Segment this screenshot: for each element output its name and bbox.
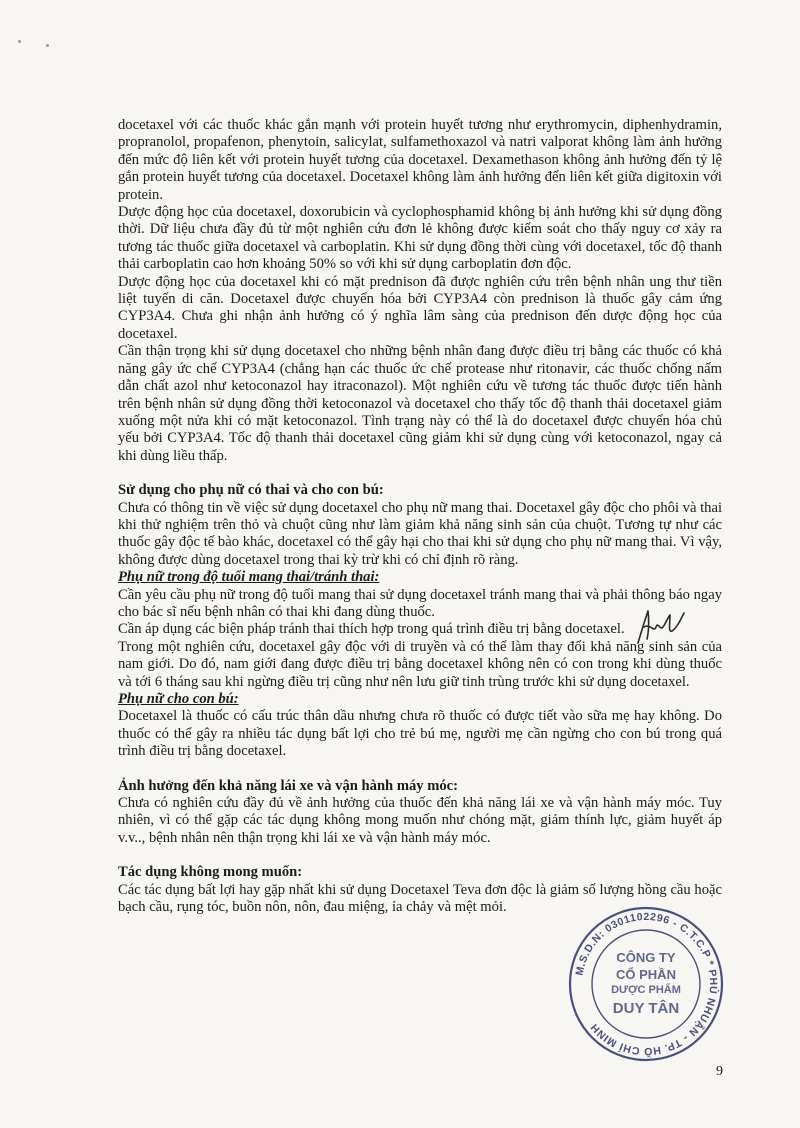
scan-speck — [18, 40, 21, 43]
subheading-childbearing: Phụ nữ trong độ tuổi mang thai/tránh thai: — [118, 569, 380, 586]
stamp-outer-ring — [570, 908, 722, 1060]
section-gap — [118, 465, 722, 482]
heading-adverse-effects: Tác dụng không mong muốn: — [118, 864, 303, 881]
signature-stroke — [638, 611, 684, 643]
stamp-ring-text — [574, 911, 721, 1058]
section-gap — [118, 761, 722, 778]
paragraph-protein-binding: docetaxel với các thuốc khác gắn mạnh với protein huyết tương như erythromycin, diphenhydramin, propranolol, propafenon, phenytoin, salicylat, sulfamethoxazol và natri valporat không làm ảnh hưởng đến mức độ liên kết với protein huyết tương của docetaxel. Dexamethason không ảnh hưởng đến tỷ lệ gắn protein huyết tương của docetaxel. Docetaxel không làm ảnh hưởng đến liên kết giữa digitoxin với protein. — [118, 117, 722, 203]
section-gap — [118, 847, 722, 864]
paragraph-nursing: Docetaxel là thuốc có cấu trúc thân dầu nhưng chưa rõ thuốc có được tiết vào sữa mẹ hay không. Do thuốc có thể gây ra nhiều tác dụng bất lợi cho trẻ bú mẹ, người mẹ cần ngừng cho con bú trong quá trình điều trị bằng docetaxel. — [118, 708, 722, 760]
paragraph-doxorubicin: Dược động học của docetaxel, doxorubicin và cyclophosphamid không bị ảnh hưởng khi sử dụng đồng thời. Dữ liệu chưa đầy đủ từ một nghiên cứu đơn lẻ không được kiểm soát cho thấy nguy cơ xảy ra tương tác thuốc giữa docetaxel và carboplatin. Khi sử dụng đồng thời cùng với docetaxel, tốc độ thanh thải carboplatin cao hơn khoảng 50% so với khi sử dụng carboplatin đơn độc. — [118, 204, 722, 273]
stamp-line-pharma: DƯỢC PHẨM — [611, 984, 681, 996]
stamp-inner-ring — [592, 930, 700, 1038]
document-body — [118, 117, 722, 916]
page-number: 9 — [716, 1064, 723, 1079]
stamp-ring-textpath: M.S.D.N: 0301102296 - C.T.C.P * PHÚ NHUẬN - TP. HỒ CHÍ MINH — [573, 910, 720, 1058]
subheading-nursing: Phụ nữ cho con bú: — [118, 691, 239, 707]
paragraph-childbearing-2: Cần áp dụng các biện pháp tránh thai thích hợp trong quá trình điều trị bằng docetaxel. — [118, 621, 625, 638]
paragraph-prednison: Dược động học của docetaxel khi có mặt prednison đã được nghiên cứu trên bệnh nhân ung thư tiền liệt tuyến di căn. Docetaxel được chuyển hóa bởi CYP3A4 còn prednison là thuốc gây cảm ứng CYP3A4. Chưa ghi nhận ảnh hưởng có ý nghĩa lâm sàng của prednison đến dược động học của docetaxel. — [118, 273, 722, 342]
paragraph-cyp3a4: Cần thận trọng khi sử dụng docetaxel cho những bệnh nhân đang được điều trị bằng các thuốc có khả năng gây ức chế CYP3A4 (chẳng hạn các thuốc ức chế protease như ritonavir, các thuốc chống nấm dẫn chất azol như ketoconazol hay itraconazol). Một nghiên cứu về tương tác thuốc được tiến hành trên bệnh nhân sử dụng đồng thời ketoconazol và docetaxel cho thấy tốc độ thanh thải docetaxel giảm xuống một nửa khi có mặt ketoconazol. Tình trạng này có thể là do docetaxel được chuyển hóa chủ yếu bởi CYP3A4. Tốc độ thanh thải docetaxel cũng giảm khi sử dụng cùng với ketoconazol, ngay cả khi dùng liều thấp. — [118, 343, 722, 464]
stamp-line-company: CÔNG TY — [616, 950, 676, 965]
paragraph-adverse-effects: Các tác dụng bất lợi hay gặp nhất khi sử dụng Docetaxel Teva đơn độc là giảm số lượng hồng cầu hoặc bạch cầu, rụng tóc, buồn nôn, nôn, đau miệng, ỉa chảy và mệt mỏi. — [118, 881, 722, 916]
paragraph-pregnancy-intro: Chưa có thông tin về việc sử dụng docetaxel cho phụ nữ mang thai. Docetaxel gây độc cho phôi và thai khi thử nghiệm trên thỏ và chuột cũng như làm giảm khả năng sinh sản của chuột. Tương tự như các thuốc gây độc tế bào khác, docetaxel có thể gây hại cho thai khi sử dụng cho phụ nữ mang thai. Vì vậy, không được dùng docetaxel trong thai kỳ trừ khi có chỉ định rõ ràng. — [118, 499, 722, 568]
company-stamp — [566, 904, 726, 1064]
handwritten-signature — [632, 607, 688, 647]
heading-pregnancy: Sử dụng cho phụ nữ có thai và cho con bú: — [118, 482, 384, 499]
heading-driving: Ảnh hưởng đến khả năng lái xe và vận hành máy móc: — [118, 777, 459, 794]
stamp-line-brand: DUY TÂN — [612, 1000, 680, 1017]
stamp-line-joint-stock: CỔ PHẦN — [616, 967, 676, 982]
paragraph-driving: Chưa có nghiên cứu đầy đủ về ảnh hưởng của thuốc đến khả năng lái xe và vận hành máy móc. Tuy nhiên, vì có thể gặp các tác dụng không mong muốn như chóng mặt, giảm thính lực, giảm huyết áp v.v.., bệnh nhân nên thận trọng khi lái xe và vận hành máy móc. — [118, 795, 722, 846]
scan-speck — [46, 44, 49, 47]
paragraph-childbearing-3: Trong một nghiên cứu, docetaxel gây độc với di truyền và có thể làm thay đổi khả năng sinh sản của nam giới. Do đó, nam giới đang được điều trị bằng docetaxel không nên có con trong khi dùng thuốc và tới 6 tháng sau khi ngừng điều trị cũng như nên lưu giữ tinh trùng trước khi sử dụng docetaxel. — [118, 638, 722, 690]
paragraph-childbearing-1: Cần yêu cầu phụ nữ trong độ tuổi mang thai sử dụng docetaxel tránh mang thai và phải thông báo ngay cho bác sĩ nếu bệnh nhân có thai khi đang dùng thuốc. — [118, 586, 722, 620]
